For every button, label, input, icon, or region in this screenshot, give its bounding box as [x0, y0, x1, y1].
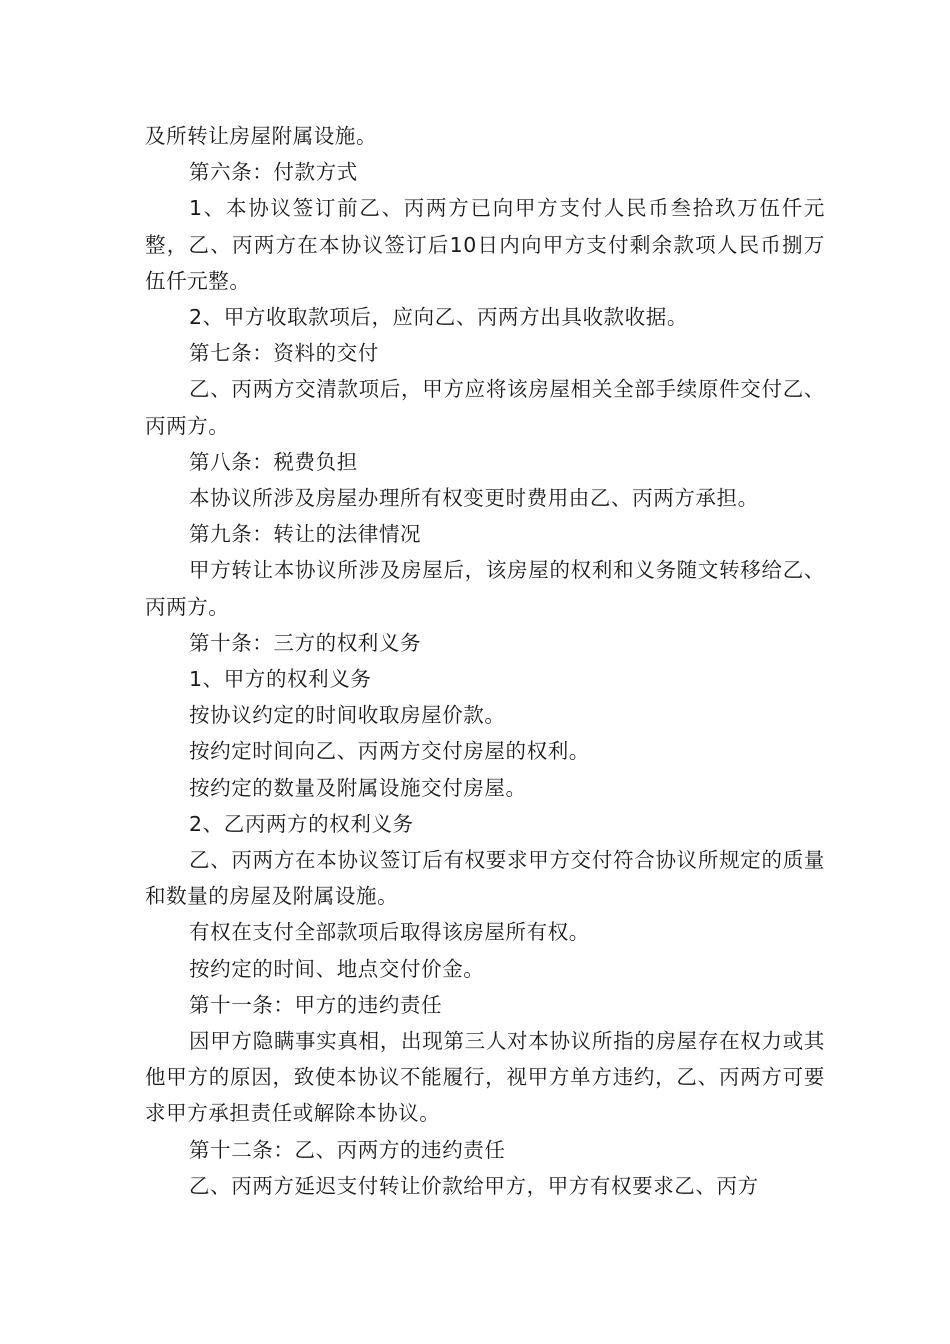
- article-6-clause-2: 2、甲方收取款项后，应向乙、丙两方出具收款收据。: [189, 305, 688, 330]
- article-10-item: 按约定的数量及附属设施交付房屋。: [189, 775, 527, 800]
- article-8-body: 本协议所涉及房屋办理所有权变更时费用由乙、丙两方承担。: [189, 486, 759, 511]
- article-10-item: 按约定的时间、地点交付价金。: [189, 956, 485, 981]
- article-9-body: 甲方转让本协议所涉及房屋后，该房屋的权利和义务随文转移给乙、丙两方。: [145, 558, 825, 619]
- article-10-section-1: 1、甲方的权利义务: [189, 667, 372, 692]
- article-11-heading: 第十一条：甲方的违约责任: [189, 992, 443, 1017]
- article-8-heading: 第八条：税费负担: [189, 449, 358, 474]
- article-12-heading: 第十二条：乙、丙两方的违约责任: [189, 1137, 506, 1162]
- article-10-heading: 第十条：三方的权利义务: [189, 630, 422, 655]
- article-12-body: 乙、丙两方延迟支付转让价款给甲方，甲方有权要求乙、丙方: [189, 1173, 759, 1198]
- article-11-body: 因甲方隐瞒事实真相，出现第三人对本协议所指的房屋存在权力或其他甲方的原因，致使本协议不能履行，视甲方单方违约，乙、丙两方可要求甲方承担责任或解除本协议。: [145, 1029, 825, 1126]
- article-10-section-2: 2、乙丙两方的权利义务: [189, 811, 414, 836]
- article-10-item: 乙、丙两方在本协议签订后有权要求甲方交付符合协议所规定的质量和数量的房屋及附属设施。: [145, 848, 825, 909]
- document-body: [145, 118, 825, 1204]
- article-9-heading: 第九条：转让的法律情况: [189, 522, 422, 547]
- article-10-item: 按协议约定的时间收取房屋价款。: [189, 703, 506, 728]
- article-6-heading: 第六条：付款方式: [189, 160, 358, 185]
- article-10-item: 按约定时间向乙、丙两方交付房屋的权利。: [189, 739, 590, 764]
- article-6-clause-1: 1、本协议签订前乙、丙两方已向甲方支付人民币叁拾玖万伍仟元整，乙、丙两方在本协议签订后10日内向甲方支付剩余款项人民币捌万伍仟元整。: [145, 196, 825, 293]
- article-7-body: 乙、丙两方交清款项后，甲方应将该房屋相关全部手续原件交付乙、丙两方。: [145, 377, 825, 438]
- article-10-item: 有权在支付全部款项后取得该房屋所有权。: [189, 920, 590, 945]
- article-7-heading: 第七条：资料的交付: [189, 341, 379, 366]
- paragraph-1: 及所转让房屋附属设施。: [145, 124, 378, 148]
